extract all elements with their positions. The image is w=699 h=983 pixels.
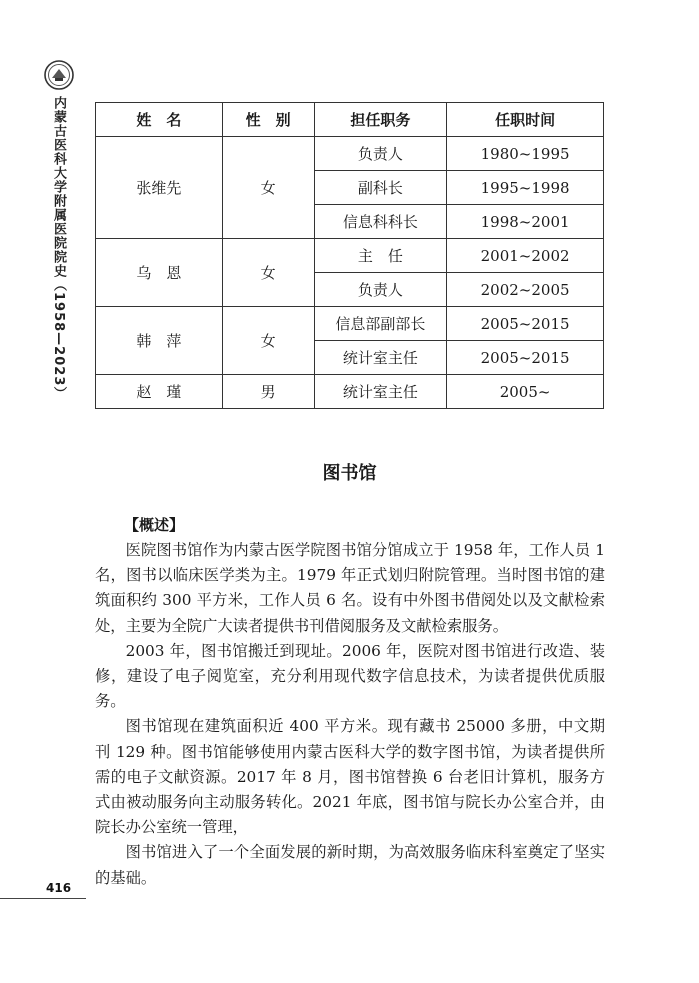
paragraph: 医院图书馆作为内蒙古医学院图书馆分馆成立于 1958 年，工作人员 1 名，图书以临床医学类为主。1979 年正式划归附院管理。当时图书馆的建筑面积约 300 平方米，工作人员 6 名。设有中外图书借阅处以及文献检索处，主要为全院广大读者提供书刊借阅服务及文献检索服务。 bbox=[95, 541, 605, 635]
person-name: 赵 瑾 bbox=[96, 375, 223, 409]
header-gender: 性 别 bbox=[222, 103, 314, 137]
body-text bbox=[95, 538, 605, 891]
page-divider bbox=[0, 898, 86, 899]
staff-table bbox=[95, 102, 604, 409]
person-gender: 女 bbox=[222, 307, 314, 375]
hospital-logo-icon bbox=[44, 60, 74, 90]
header-name: 姓 名 bbox=[96, 103, 223, 137]
person-post: 信息部副部长 bbox=[314, 307, 447, 341]
person-time: 1998~2001 bbox=[447, 205, 604, 239]
table-header-row bbox=[96, 103, 604, 137]
person-post: 主 任 bbox=[314, 239, 447, 273]
person-time: 2005~2015 bbox=[447, 341, 604, 375]
person-time: 2002~2005 bbox=[447, 273, 604, 307]
person-post: 统计室主任 bbox=[314, 341, 447, 375]
table-row bbox=[96, 137, 604, 171]
person-name: 乌 恩 bbox=[96, 239, 223, 307]
section-title: 图书馆 bbox=[322, 463, 377, 484]
overview-heading: 【概述】 bbox=[124, 516, 185, 534]
person-post: 副科长 bbox=[314, 171, 447, 205]
person-time: 1995~1998 bbox=[447, 171, 604, 205]
book-title: 内蒙古医科大学附属医院院史（1958—2023） bbox=[51, 96, 66, 401]
table-row bbox=[96, 239, 604, 273]
person-name: 韩 萍 bbox=[96, 307, 223, 375]
person-post: 负责人 bbox=[314, 137, 447, 171]
person-gender: 男 bbox=[222, 375, 314, 409]
person-time: 2001~2002 bbox=[447, 239, 604, 273]
person-time: 1980~1995 bbox=[447, 137, 604, 171]
paragraph: 2003 年，图书馆搬迁到现址。2006 年，医院对图书馆进行改造、装修，建设了电子阅览室，充分利用现代数字信息技术，为读者提供优质服务。 bbox=[95, 641, 605, 711]
header-post: 担任职务 bbox=[314, 103, 447, 137]
person-post: 负责人 bbox=[314, 273, 447, 307]
paragraph: 图书馆现在建筑面积近 400 平方米。现有藏书 25000 多册，中文期刊 129 种。图书馆能够使用内蒙古医科大学的数字图书馆，为读者提供所需的电子文献资源。2017 年 8 月，图书馆替换 6 台老旧计算机，服务方式由被动服务向主动服务转化。2021 年底，图书馆与院长办公室合并，由院长办公室统一管理， bbox=[95, 717, 605, 837]
person-time: 2005~ bbox=[447, 375, 604, 409]
header-time: 任职时间 bbox=[447, 103, 604, 137]
page-number: 416 bbox=[46, 881, 72, 895]
table-row bbox=[96, 375, 604, 409]
person-post: 统计室主任 bbox=[314, 375, 447, 409]
person-gender: 女 bbox=[222, 137, 314, 239]
paragraph: 图书馆进入了一个全面发展的新时期，为高效服务临床科室奠定了坚实的基础。 bbox=[95, 843, 605, 887]
person-gender: 女 bbox=[222, 239, 314, 307]
person-time: 2005~2015 bbox=[447, 307, 604, 341]
table-row bbox=[96, 307, 604, 341]
person-post: 信息科科长 bbox=[314, 205, 447, 239]
person-name: 张维先 bbox=[96, 137, 223, 239]
